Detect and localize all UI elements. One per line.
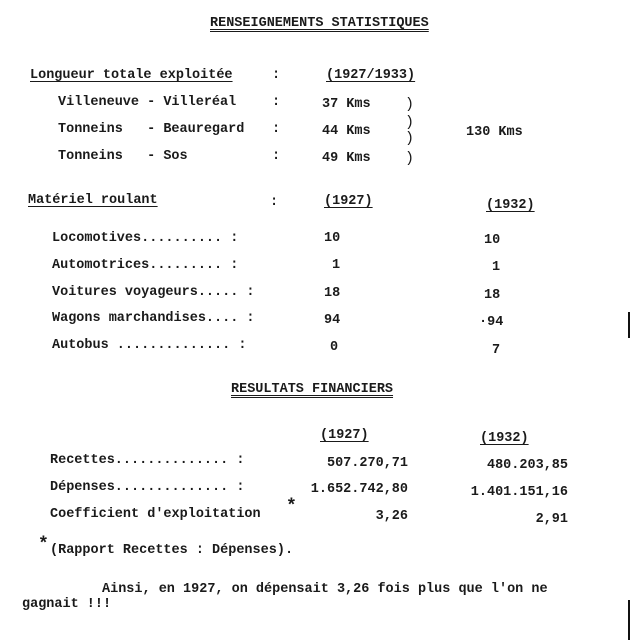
length-colon: :	[272, 68, 281, 83]
finance-row-v2-2: 1.401.151,16	[470, 485, 568, 500]
rolling-year-1932: (1932)	[486, 198, 535, 213]
finance-year-1927: (1927)	[320, 428, 369, 443]
brace-line-4: )	[405, 150, 415, 167]
line-colon-3: :	[272, 149, 281, 164]
length-total: 130 Kms	[466, 125, 523, 140]
length-period: (1927/1933)	[326, 68, 416, 83]
rolling-row-v1-2: 1	[332, 258, 341, 273]
finance-title: RESULTATS FINANCIERS	[231, 382, 394, 397]
finance-row-v1-1: 507.270,71	[326, 456, 408, 471]
brace-line-3: )	[405, 130, 415, 147]
brace-line-1: )	[405, 96, 415, 113]
rolling-row-v1-3: 18	[324, 286, 341, 301]
line-value-1: 37 Kms	[322, 97, 371, 112]
finance-row-name-2: Dépenses.............. :	[50, 480, 245, 495]
rolling-row-name-3: Voitures voyageurs..... :	[52, 285, 255, 300]
stats-title: RENSEIGNEMENTS STATISTIQUES	[210, 16, 429, 31]
scan-edge-mark	[628, 600, 630, 640]
finance-row-name-1: Recettes.............. :	[50, 453, 245, 468]
rolling-row-v2-5: 7	[492, 343, 501, 358]
line-name-1: Villeneuve - Villeréal	[58, 95, 237, 110]
scan-edge-mark	[628, 312, 630, 338]
line-value-2: 44 Kms	[322, 124, 371, 139]
conclusion-line-2: gagnait !!!	[22, 597, 112, 612]
line-name-3: Tonneins - Sos	[58, 149, 188, 164]
brace-line-2: )	[405, 114, 415, 131]
rolling-row-name-1: Locomotives.......... :	[52, 231, 239, 246]
line-colon-1: :	[272, 95, 281, 110]
rolling-row-v1-4: 94	[324, 313, 341, 328]
rolling-row-name-4: Wagons marchandises.... :	[52, 311, 255, 326]
length-heading: Longueur totale exploitée	[30, 68, 233, 83]
rolling-row-v2-3: 18	[484, 288, 501, 303]
finance-row-v1-2: 1.652.742,80	[310, 482, 408, 497]
rolling-year-1927: (1927)	[324, 194, 373, 209]
rolling-row-v2-2: 1	[492, 260, 501, 275]
line-value-3: 49 Kms	[322, 151, 371, 166]
line-colon-2: :	[272, 122, 281, 137]
footnote-asterisk: *	[38, 535, 49, 555]
rolling-colon: :	[270, 195, 279, 210]
rolling-row-name-2: Automotrices......... :	[52, 258, 239, 273]
finance-row-name-3: Coefficient d'exploitation	[50, 507, 261, 522]
rolling-row-v2-1: 10	[484, 233, 501, 248]
rolling-row-v2-4: ·94	[479, 315, 504, 330]
rolling-row-v1-1: 10	[324, 231, 341, 246]
rolling-row-v1-5: 0	[330, 340, 339, 355]
rolling-heading: Matériel roulant	[28, 193, 158, 208]
finance-row-v2-3: 2,91	[535, 512, 568, 527]
footnote-text: (Rapport Recettes : Dépenses).	[50, 543, 294, 558]
finance-row-v2-1: 480.203,85	[486, 458, 568, 473]
finance-row-v1-3: 3,26	[375, 509, 408, 524]
conclusion-line-1: Ainsi, en 1927, on dépensait 3,26 fois plus que l'on ne	[102, 582, 548, 597]
rolling-row-name-5: Autobus .............. :	[52, 338, 247, 353]
finance-year-1932: (1932)	[480, 431, 529, 446]
coefficient-asterisk: *	[286, 497, 297, 517]
line-name-2: Tonneins - Beauregard	[58, 122, 245, 137]
